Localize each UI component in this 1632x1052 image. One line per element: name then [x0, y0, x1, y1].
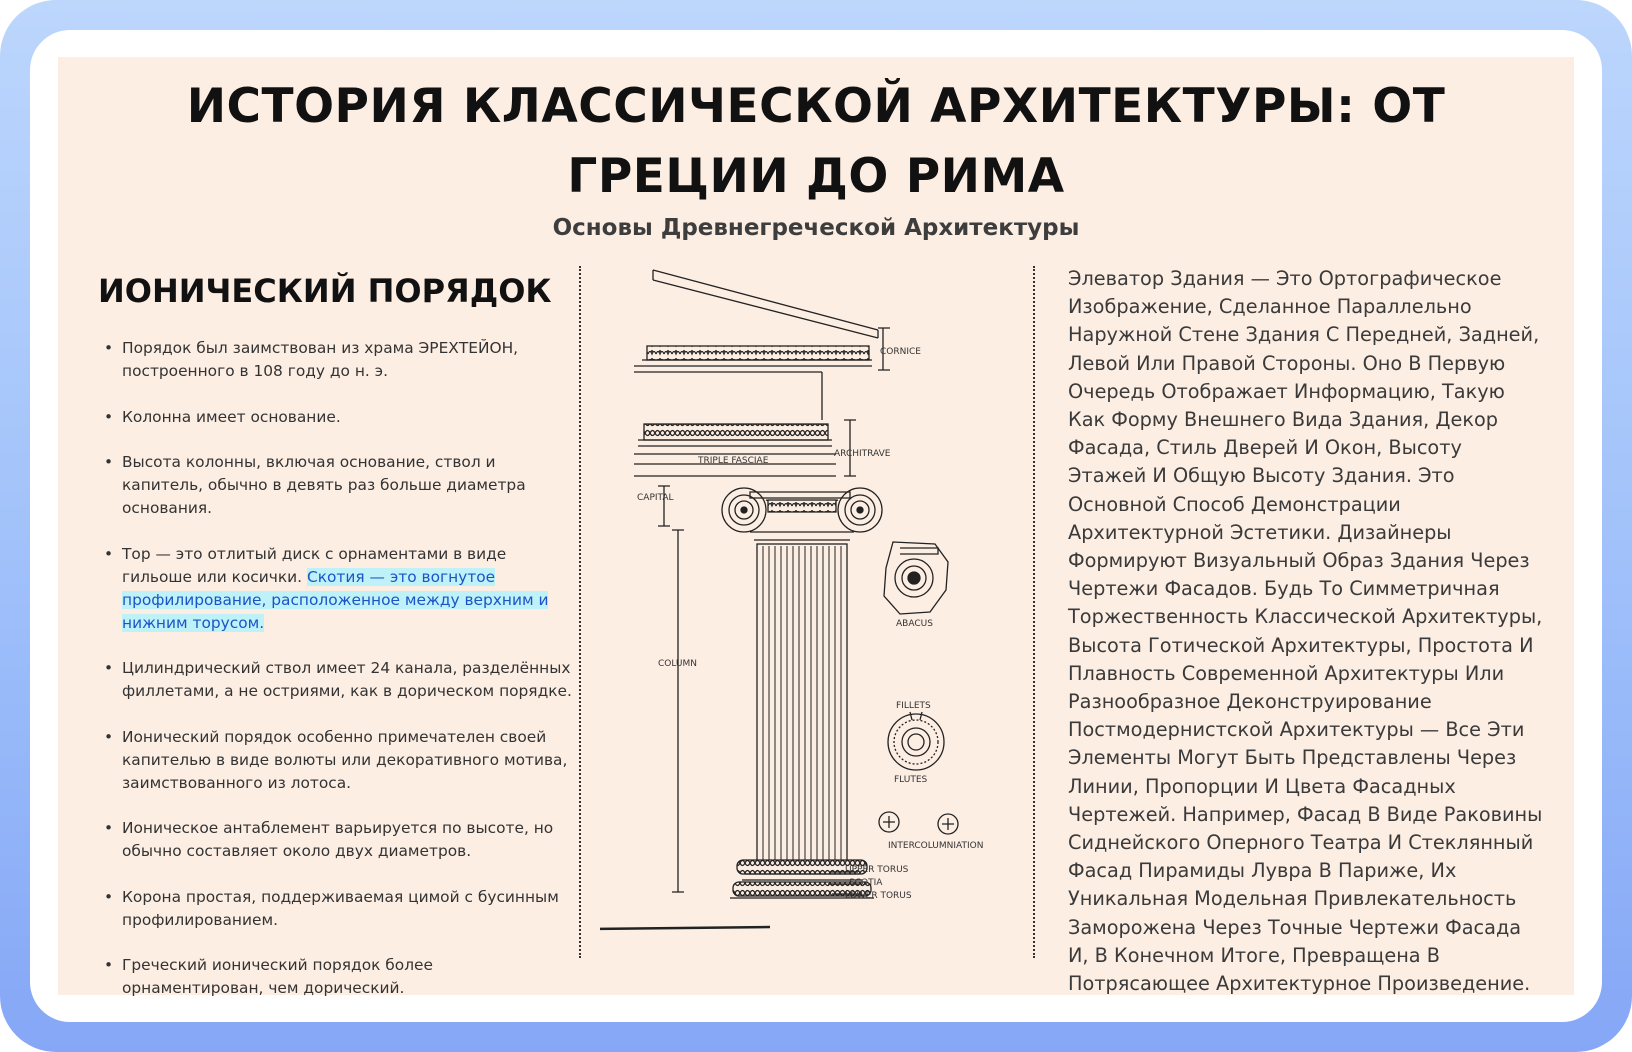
bullet-text: Ионический порядок особенно примечателен своей капителью в виде волюты или декоративного мотива, заимствованного из лотоса.	[122, 727, 568, 792]
fillets-detail	[888, 712, 944, 770]
label-flutes: FLUTES	[894, 775, 928, 785]
egg-and-dart	[768, 500, 836, 512]
label-capital: CAPITAL	[637, 493, 674, 503]
abacus-detail	[884, 542, 948, 614]
page-title-line-2: ГРЕЦИИ ДО РИМА	[567, 149, 1065, 204]
label-lower-torus: LOWER TORUS	[845, 891, 912, 901]
bullet-item	[104, 886, 579, 932]
bullet-item	[104, 543, 579, 635]
bullet-item	[104, 954, 579, 1000]
bullet-text: Греческий ионический порядок более орнаментирован, чем дорический.	[122, 956, 433, 997]
page-subtitle: Основы Древнегреческой Архитектуры	[552, 215, 1080, 241]
label-architrave: ARCHITRAVE	[834, 449, 891, 459]
bullet-item	[104, 726, 579, 795]
bullet-text: Высота колонны, включая основание, ствол и капитель, обычно в девять раз больше диаметра основания.	[122, 453, 526, 517]
label-column: COLUMN	[658, 659, 698, 669]
page-title-line-1: ИСТОРИЯ КЛАССИЧЕСКОЙ АРХИТЕКТУРЫ: ОТ	[186, 79, 1446, 134]
bullet-text: Порядок был заимствован из храма ЭРЕХТЕЙОН, построенного в 108 году до н. э.	[122, 339, 519, 380]
capital-echinus	[750, 492, 850, 498]
bullet-text: Ионическое антаблемент варьируется по высоте, но обычно составляет около двух диаметров.	[122, 819, 554, 860]
label-triple-fasciae: TRIPLE FASCIAE	[698, 456, 769, 466]
label-fillets: FILLETS	[896, 701, 931, 711]
section-heading: ИОНИЧЕСКИЙ ПОРЯДОК	[98, 272, 552, 310]
label-cornice: CORNICE	[880, 347, 921, 357]
cornice-ornament	[647, 346, 869, 360]
bullet-item	[104, 451, 579, 520]
bullet-item	[104, 337, 579, 383]
pediment-line	[653, 280, 878, 338]
column-divider-left	[579, 266, 581, 958]
bullet-item	[104, 817, 579, 863]
pediment-line	[653, 270, 878, 330]
label-intercolumniation: INTERCOLUMNIATION	[888, 841, 984, 851]
column-shaft	[757, 544, 847, 864]
elevation-paragraph: Элеватор Здания — Это Ортографическое Изображение, Сделанное Параллельно Наружной Стене Здания С Передней, Задней, Левой Или Правой Стороны. Оно В Первую Очередь Отображает Информацию, Такую Как Форму Внешнего Вида Здания, Декор Фасада, Стиль Дверей И Окон, Высоту Этажей И Общую Высоту Здания. Это Основной Способ Демонстрации Архитектурной Эстетики. Дизайнеры Формируют Визуальный Образ Здания Через Чертежи Фасадов. Будь То Симметричная Торжественность Классической Архитектуры, Высота Готической Архитектуры, Простота И Плавность Современной Архитектуры Или Разнообразное Деконструирование Постмодернистской Архитектуры — Все Эти Элементы Могут Быть Представлены Через Линии, Пропорции И Цвета Фасадных Чертежей. Например, Фасад В Виде Раковины Сиднейского Оперного Театра И Стеклянный Фасад Пирамиды Лувра В Париже, Их Уникальная Модельная Привлекательность Заморожена Через Точные Чертежи Фасада И, В Конечном Итоге, Превращена В Потрясающее Архитектурное Произведение.	[1068, 267, 1543, 996]
page-title	[0, 72, 1632, 212]
column-height-line	[672, 530, 684, 892]
bullet-text: Колонна имеет основание.	[122, 407, 341, 426]
flutes	[763, 546, 841, 862]
ionic-column-diagram	[600, 268, 1020, 974]
label-scotia: SCOTIA	[849, 878, 883, 888]
bullet-item	[104, 406, 579, 429]
bullet-text: Тор — это отлитый диск с орнаментами в виде гильоше или косички.	[122, 544, 507, 586]
label-abacus: ABACUS	[896, 619, 933, 629]
highlighted-text[interactable]: Скотия — это вогнутое профилирование, расположенное между верхним и нижним торусом.	[122, 567, 549, 632]
bullet-text: Цилиндрический ствол имеет 24 канала, разделённых филлетами, а не остриями, как в дорическом порядке.	[122, 659, 572, 700]
column-divider-right	[1033, 266, 1035, 958]
frieze-ornament	[644, 424, 828, 440]
bullet-item	[104, 657, 579, 703]
bullet-list	[104, 337, 579, 1023]
intercolumniation-detail	[879, 812, 958, 834]
label-upper-torus: UPPER TORUS	[845, 865, 909, 875]
bullet-text: Корона простая, поддерживаемая цимой с бусинным профилированием.	[122, 887, 559, 929]
